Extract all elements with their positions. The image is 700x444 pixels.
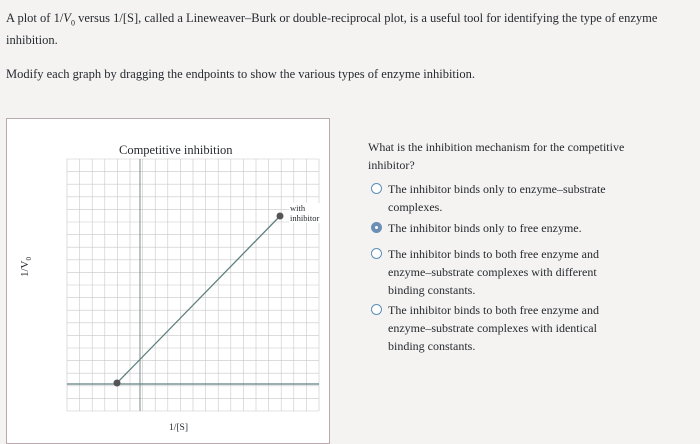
inhibitor-line-right-endpoint[interactable]: [277, 213, 284, 220]
instruction-text: Modify each graph by dragging the endpoints to show the various types of enzyme inhibition.: [6, 67, 476, 81]
x-axis-label: 1/[S]: [169, 423, 188, 433]
radio-button[interactable]: [371, 248, 382, 259]
plot-area: [7, 119, 329, 443]
inhibitor-line-left-endpoint[interactable]: [114, 380, 121, 387]
grid-lines: [67, 159, 319, 411]
option-label: The inhibitor binds only to enzyme–substrate complexes.: [388, 182, 606, 214]
option-label: The inhibitor binds to both free enzyme and enzyme–substrate complexes with identical binding constants.: [388, 303, 599, 353]
inhibitor-line: [117, 216, 280, 383]
option-label: The inhibitor binds to both free enzyme and enzyme–substrate complexes with different binding constants.: [388, 247, 599, 297]
intro-text: A plot of $1/V_0$ versus 1/[S], called a Lineweaver–Burk or double-reciprocal plot, is a useful tool for identifying the type of enzyme inhibition.: [6, 11, 658, 47]
radio-button-selected[interactable]: [371, 222, 382, 233]
radio-button[interactable]: [371, 304, 382, 315]
question-text: What is the inhibition mechanism for the competitive inhibitor?: [368, 140, 625, 172]
graph-panel: [6, 118, 330, 444]
option-label: The inhibitor binds only to free enzyme.: [388, 221, 582, 235]
graph-title: Competitive inhibition: [119, 143, 233, 157]
radio-button[interactable]: [371, 183, 382, 194]
y-axis-label: $1/V_0$: [19, 257, 34, 277]
series-label: with inhibitor: [289, 203, 329, 223]
